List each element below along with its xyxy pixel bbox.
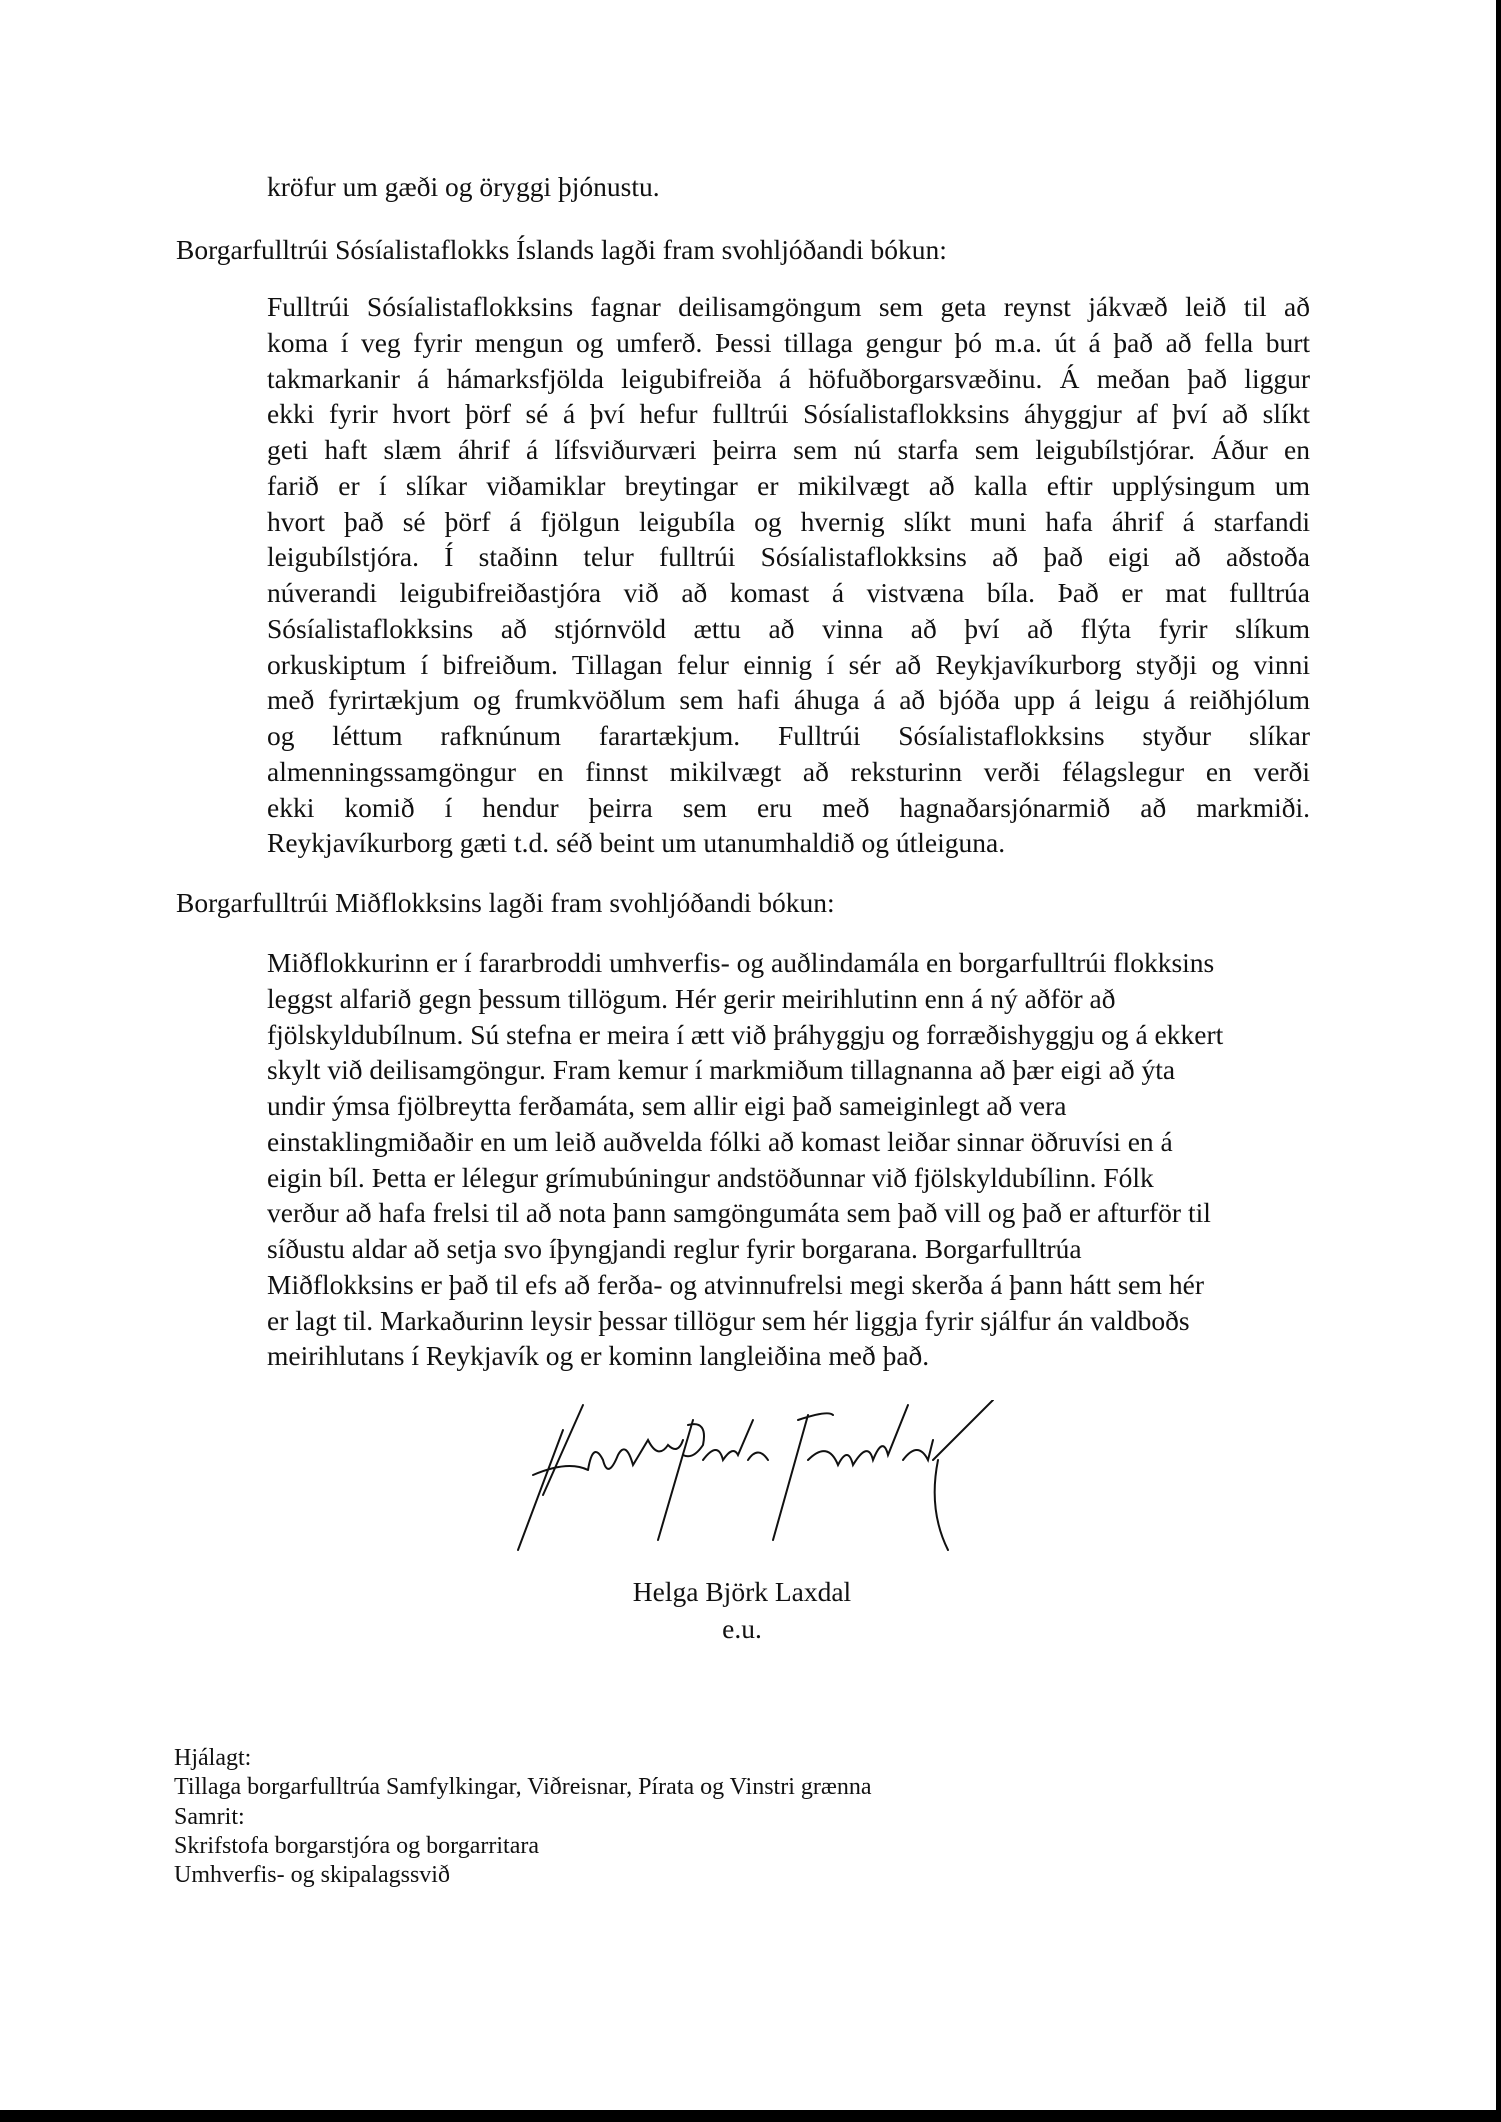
paragraph-line: ekki komið í hendur þeirra sem eru með hagnaðarsjónarmið að markmiði.	[267, 791, 1310, 823]
handwritten-signature	[508, 1400, 998, 1555]
paragraph-line: eigin bíl. Þetta er lélegur grímubúningur andstöðunnar við fjölskyldubílinn. Fólk	[267, 1161, 1154, 1193]
signatory-title: e.u.	[722, 1613, 762, 1644]
paragraph-line: núverandi leigubifreiðastjóra við að komast á vistvæna bíla. Það er mat fulltrúa	[267, 577, 1310, 608]
paragraph-line: skylt við deilisamgöngur. Fram kemur í markmiðum tillagnanna að þær eigi að ýta	[267, 1054, 1176, 1086]
paragraph-line: Fulltrúi Sósíalistaflokksins fagnar deilisamgöngum sem geta reynst jákvæð leið til að	[267, 291, 1310, 322]
paragraph-line: orkuskiptum í bifreiðum. Tillagan felur einnig í sér að Reykjavíkurborg styðji og vinni	[267, 648, 1310, 680]
footer-label-attached: Hjálagt:	[174, 1745, 252, 1771]
socialist-statement	[267, 289, 1310, 861]
centre-party-statement	[267, 945, 1310, 1374]
scan-edge-bottom	[0, 2110, 1501, 2122]
paragraph-line: farið er í slíkar viðamiklar breytingar er mikilvægt að kalla eftir upplýsingum um	[267, 469, 1310, 501]
paragraph-line: leggst alfarið gegn þessum tillögum. Hér gerir meirihlutinn enn á ný aðför að	[267, 982, 1116, 1014]
continuation-line: kröfur um gæði og öryggi þjónustu.	[267, 171, 660, 202]
paragraph-line: fjölskyldubílnum. Sú stefna er meira í ætt við þráhyggju og forræðishyggju og á ekkert	[267, 1018, 1224, 1050]
paragraph-line: Reykjavíkurborg gæti t.d. séð beint um utanumhaldið og útleiguna.	[267, 827, 1006, 859]
signatory-name: Helga Björk Laxdal	[632, 1576, 852, 1607]
paragraph-line: Miðflokksins er það til efs að ferða- og atvinnufrelsi megi skerða á þann hátt sem hér	[267, 1268, 1205, 1300]
paragraph-line: Miðflokkurinn er í fararbroddi umhverfis- og auðlindamála en borgarfulltrúi flokksins	[267, 947, 1215, 978]
section-heading-centre-party: Borgarfulltrúi Miðflokksins lagði fram svohljóðandi bókun:	[176, 887, 835, 918]
paragraph-line: er lagt til. Markaðurinn leysir þessar tillögur sem hér liggja fyrir sjálfur án valdboðs	[267, 1304, 1190, 1336]
scan-edge-right	[1496, 0, 1501, 2122]
footer-copy-recipient: Skrifstofa borgarstjóra og borgarritara	[174, 1832, 540, 1859]
footer-label-copies: Samrit:	[174, 1803, 245, 1830]
paragraph-line: hvort það sé þörf á fjölgun leigubíla og hvernig slíkt muni hafa áhrif á starfandi	[267, 505, 1310, 537]
paragraph-line: meirihlutans í Reykjavík og er kominn langleiðina með það.	[267, 1340, 930, 1372]
paragraph-line: leigubílstjóra. Í staðinn telur fulltrúi Sósíalistaflokksins að það eigi að aðstoða	[267, 541, 1310, 573]
paragraph-line: koma í veg fyrir mengun og umferð. Þessi tillaga gengur þó m.a. út á það að fella burt	[267, 326, 1310, 358]
footer-attachments	[174, 1744, 872, 1890]
paragraph-line: Sósíalistaflokksins að stjórnvöld ættu að vinna að því að flýta fyrir slíkum	[267, 612, 1310, 644]
paragraph-line: geti haft slæm áhrif á lífsviðurværi þeirra sem nú starfa sem leigubílstjórar. Áður en	[267, 434, 1310, 465]
paragraph-line: einstaklingmiðaðir en um leið auðvelda fólki að komast leiðar sinnar öðruvísi en á	[267, 1125, 1173, 1157]
paragraph-line: síðustu aldar að setja svo íþyngjandi reglur fyrir borgarana. Borgarfulltrúa	[267, 1233, 1082, 1264]
footer-copy-recipient: Umhverfis- og skipalagssvið	[174, 1862, 450, 1889]
paragraph-line: takmarkanir á hámarksfjölda leigubifreiða á höfuðborgarsvæðinu. Á meðan það liggur	[267, 362, 1310, 394]
section-heading-socialist: Borgarfulltrúi Sósíalistaflokks Íslands lagði fram svohljóðandi bókun:	[176, 234, 947, 265]
paragraph-line: verður að hafa frelsi til að nota þann samgöngumáta sem það vill og það er afturför til	[267, 1197, 1211, 1229]
footer-attachment-item: Tillaga borgarfulltrúa Samfylkingar, Viðreisnar, Pírata og Vinstri grænna	[174, 1774, 872, 1801]
paragraph-line: ekki fyrir hvort þörf sé á því hefur fulltrúi Sósíalistaflokksins áhyggjur af því að slíkt	[267, 398, 1310, 430]
paragraph-line: almenningssamgöngur en finnst mikilvægt að reksturinn verði félagslegur en verði	[267, 755, 1310, 787]
paragraph-line: og léttum rafknúnum farartækjum. Fulltrúi Sósíalistaflokksins styður slíkar	[267, 720, 1310, 751]
paragraph-line: undir ýmsa fjölbreytta ferðamáta, sem allir eigi það sameiginlegt að vera	[267, 1090, 1067, 1121]
paragraph-line: með fyrirtækjum og frumkvöðlum sem hafi áhuga á að bjóða upp á leigu á reiðhjólum	[267, 684, 1310, 716]
